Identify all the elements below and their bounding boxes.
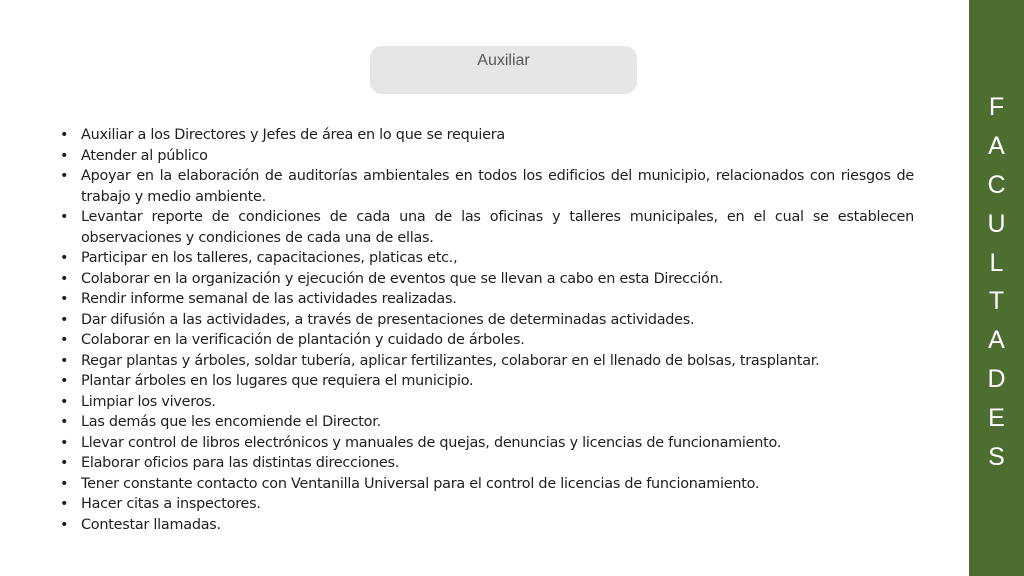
bullet: •: [60, 147, 69, 164]
list-item-text: Atender al público: [81, 147, 208, 164]
bullet: •: [60, 434, 69, 451]
side-letter: C: [987, 170, 1006, 199]
list-item: [60, 392, 914, 413]
list-item-text: Regar plantas y árboles, soldar tubería, aplicar fertilizantes, colaborar en el llenado de bolsas, trasplantar.: [81, 352, 820, 369]
list-item: [60, 330, 914, 351]
list-item-text: Participar en los talleres, capacitaciones, platicas etc.,: [81, 250, 458, 266]
list-item: [60, 351, 914, 372]
list-item-text: Elaborar oficios para las distintas direcciones.: [81, 455, 400, 471]
bullet: •: [60, 496, 69, 512]
bullet: •: [60, 168, 69, 184]
list-item: [60, 310, 914, 331]
list-item-text: Rendir informe semanal de las actividades realizadas.: [81, 291, 457, 307]
list-item-text: Las demás que les encomiende el Director.: [81, 414, 381, 430]
list-item: [60, 146, 914, 167]
title-box: [370, 46, 637, 94]
side-letter: T: [988, 287, 1005, 316]
bullet: •: [60, 516, 69, 533]
side-letter: E: [988, 404, 1005, 433]
list-item: [60, 248, 914, 269]
bullet: •: [60, 352, 69, 369]
bullet: •: [60, 311, 69, 328]
bullet: •: [60, 393, 69, 410]
duties-list: [60, 125, 914, 535]
bullet: •: [60, 475, 69, 492]
bullet: •: [60, 270, 69, 287]
list-item-text: Plantar árboles en los lugares que requiera el municipio.: [81, 373, 474, 389]
list-item: [60, 125, 914, 146]
side-bar: [969, 0, 1024, 576]
list-item-text: Dar difusión a las actividades, a través de presentaciones de determinadas actividades.: [81, 311, 695, 328]
side-letter: L: [989, 248, 1004, 277]
list-item: [60, 515, 914, 536]
side-letter: F: [988, 93, 1005, 121]
list-item: [60, 474, 914, 495]
list-item: [60, 494, 914, 515]
list-item-text: Limpiar los viveros.: [81, 393, 216, 410]
list-item: [60, 433, 914, 454]
bullet: •: [60, 291, 69, 307]
list-item: [60, 453, 914, 474]
bullet: •: [60, 373, 69, 389]
side-letter: U: [987, 209, 1006, 238]
side-letter: A: [988, 131, 1005, 160]
bullet: •: [60, 332, 69, 348]
list-item-text: Hacer citas a inspectores.: [81, 496, 261, 512]
list-item: [60, 289, 914, 310]
list-item: [60, 371, 914, 392]
list-item: [60, 166, 914, 207]
page-title: Auxiliar: [477, 52, 530, 69]
side-letter: S: [988, 443, 1005, 472]
list-item: [60, 269, 914, 290]
list-item-text: Apoyar en la elaboración de auditorías ambientales en todos los edificios del municipio, relacionados con riesgos de trabajo y medio ambiente.: [81, 168, 914, 205]
bullet: •: [60, 414, 69, 430]
bullet: •: [60, 455, 69, 471]
list-item: [60, 412, 914, 433]
bullet: •: [60, 127, 69, 143]
vertical-word-facultades: [969, 88, 1024, 477]
list-item-text: Colaborar en la verificación de plantación y cuidado de árboles.: [81, 332, 525, 348]
side-letter: D: [987, 365, 1006, 394]
list-item-text: Contestar llamadas.: [81, 516, 221, 533]
bullet: •: [60, 209, 69, 225]
list-item-text: Colaborar en la organización y ejecución de eventos que se llevan a cabo en esta Dirección.: [81, 270, 723, 287]
bullet: •: [60, 250, 69, 266]
list-item: [60, 207, 914, 248]
list-item-text: Levantar reporte de condiciones de cada una de las oficinas y talleres municipales, en el cual se establecen observaciones y condiciones de cada una de ellas.: [81, 209, 914, 246]
side-letter: A: [988, 326, 1005, 355]
list-item-text: Tener constante contacto con Ventanilla Universal para el control de licencias de funcionamiento.: [81, 475, 760, 492]
list-item-text: Auxiliar a los Directores y Jefes de área en lo que se requiera: [81, 127, 505, 143]
list-item-text: Llevar control de libros electrónicos y manuales de quejas, denuncias y licencias de funcionamiento.: [81, 434, 782, 451]
